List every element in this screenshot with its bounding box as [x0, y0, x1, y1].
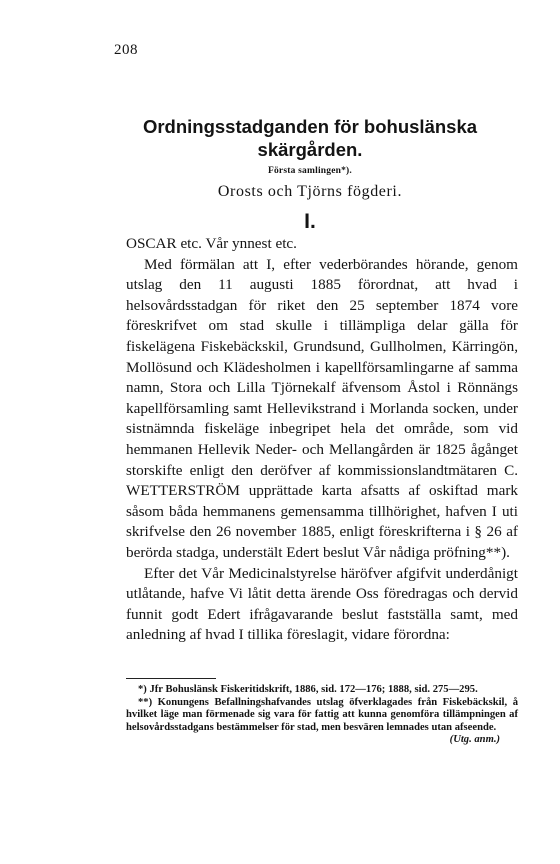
footnote-2-text: **) Konungens Befallningshafvandes utslag öfverklagades från Fiskebäckskil, å hvilket läge man förmenade sig vara för fattig att kunna genomföra tillämpningen af helsovårdsstadgans bestämmelser för stad, men besvären lemnades utan afseende. — [126, 696, 518, 733]
body-text — [126, 234, 518, 646]
page-title-line-1: Ordningsstadganden för bohuslänska — [142, 116, 478, 137]
page-title-line-2: skärgården. — [257, 139, 363, 160]
editor-note: (Utg. anm.) — [449, 734, 500, 746]
footnote-1: *) Jfr Bohuslänsk Fiskeritidskrift, 1886, sid. 172—176; 1888, sid. 275—295. — [138, 684, 478, 695]
salutation: OSCAR etc. Vår ynnest etc. — [126, 235, 297, 252]
district-heading: Orosts och Tjörns fögderi. — [217, 183, 403, 200]
collection-subtitle: Första samlingen*). — [267, 166, 353, 176]
page-number: 208 — [114, 42, 138, 58]
footnote-2 — [126, 696, 518, 746]
footnote-divider — [126, 678, 216, 679]
paragraph-1: Med förmälan att I, efter vederbörandes hörande, genom utslag den 11 augusti 1885 förordnat, att hvad i helsovårdsstadgan för riket den 25 september 1874 vore föreskrifvet om stad skulle i tillämpliga delar gälla för fiskelägena Fiskebäckskil, Grundsund, Gullholmen, Kärringön, Mollösund och Klädesholmen i kapellförsamlingarne af samma namn, Stora och Lilla Tjörnekalf äfvensom Åstol i Rönnängs kapellförsamling samt Hellevikstrand i Morlanda socken, under sistnämnda fiskeläge inbegripet hela det område, som vid hemmanen Hellevik Neder- och Mellangården är 1825 ågånget storskifte enligt den deröfver af kommissionslandtmätaren C. WETTERSTRÖM upprättade karta afsatts af oskiftad mark såsom båda hemmanens gemensamma tillhörighet, hafven I uti skrifvelse den 26 november 1885, enligt föreskrifterna i § 26 af berörda stadga, understält Edert beslut Vår nådiga pröfning**). — [126, 255, 518, 561]
footnotes — [126, 684, 518, 747]
paragraph-2: Efter det Vår Medicinalstyrelse häröfver afgifvit underdånigt utlåtande, hafve Vi låtit detta ärende Oss föredragas och dervid funnit godt Edert ifrågavarande beslut fastställa samt, med anledning af hvad I tillika föreslagit, vidare förordna: — [126, 564, 518, 644]
section-numeral: I. — [304, 210, 316, 233]
